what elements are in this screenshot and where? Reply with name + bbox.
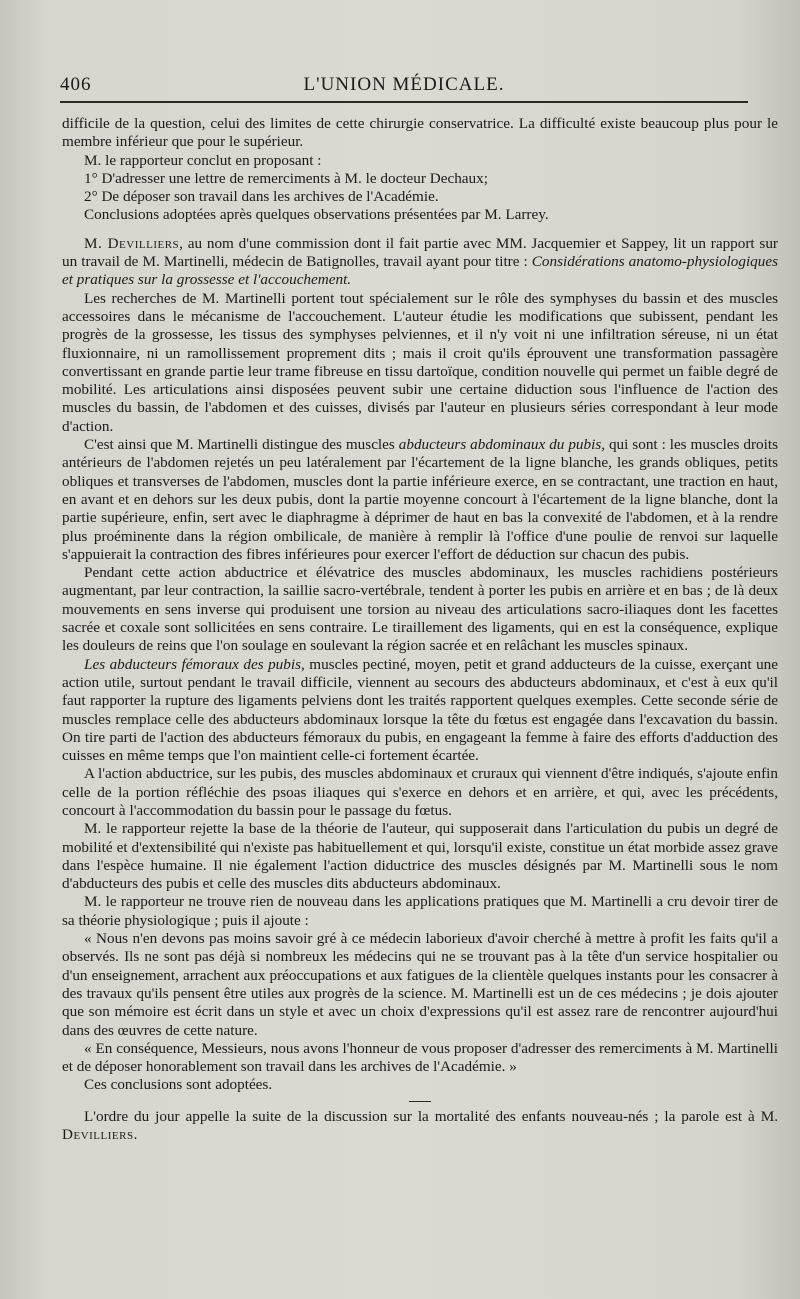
- paragraph-text: muscles pectiné, moyen, petit et grand adducteurs de la cuisse, exerçant une action utile, surtout pendant le travail difficile, viennent au secours des abducteurs abdominaux, et c'est à eux qu'il faut rapporter la rupture des ligaments pelviens dont les traités rapportent quelques exemples. Cette seconde série de muscles remplace celle des abducteurs abdominaux lorsque la tête du fœtus est engagée dans l'excavation du bassin. On tire parti de l'action des abducteurs fémoraux du pubis, en engageant la femme à faire des efforts d'adduction des cuisses en même temps que l'on maintient celle-ci fortement écartée.: [62, 655, 778, 765]
- paragraph-text: L'ordre du jour appelle la suite de la discussion sur la mortalité des enfants nouveau-nés ; la parole est à M.: [84, 1107, 778, 1125]
- work-title: Considérations anatomo-physiologiques et pratiques sur la grossesse et l'accouchement.: [62, 253, 779, 289]
- emphasis: abducteurs abdominaux du pubis,: [398, 436, 606, 454]
- page-number: 406: [60, 74, 92, 95]
- emphasis: Les abducteurs fémoraux des pubis,: [84, 655, 305, 673]
- paragraph: Conclusions adoptées après quelques observations présentées par M. Larrey.: [84, 206, 549, 224]
- article-body: [62, 115, 778, 1144]
- paragraph: [62, 235, 778, 290]
- journal-title: L'UNION MÉDICALE.: [303, 74, 505, 95]
- paragraph: « En conséquence, Messieurs, nous avons l'honneur de vous proposer d'adresser des remerciments à M. Martinelli et de déposer honorablement son travail dans les archives de l'Académie. »: [62, 1039, 778, 1076]
- paragraph: 2° De déposer son travail dans les archives de l'Académie.: [84, 188, 439, 206]
- paragraph: [62, 436, 778, 564]
- header-rule: [60, 101, 748, 103]
- paragraph: M. le rapporteur rejette la base de la théorie de l'auteur, qui supposerait dans l'articulation du pubis un degré de mobilité et d'extensibilité qui n'existe pas habituellement et qui, lorsqu'il existe, constitue un état morbide assez grave dans l'espèce humaine. Il nie également l'action diductrice des muscles désignés par M. Martinelli sous le nom d'abducteurs des pubis et celle des muscles dits abducteurs abdominaux.: [62, 820, 778, 893]
- paragraph: « Nous n'en devons pas moins savoir gré à ce médecin laborieux d'avoir cherché à mettre à profit les faits qu'il a observés. Ils ne sont pas déjà si nombreux les médecins qui ne se trouvant pas à la tête d'un service hospitalier ou d'un enseignement, arrachent aux préoccupations et aux fatigues de la clientèle quelques instants pour les consacrer à des travaux qu'ils pensent être utiles aux progrès de la science. M. Martinelli est un de ces médecins ; je dois ajouter que son mémoire est écrit dans un style et avec un choix d'expressions qu'il est assez rare de rencontrer aujourd'hui dans des œuvres de cette nature.: [62, 930, 778, 1039]
- paragraph: difficile de la question, celui des limites de cette chirurgie conservatrice. La difficulté existe beaucoup plus pour le membre inférieur que pour le supérieur.: [62, 115, 778, 151]
- section-separator: [409, 1101, 431, 1102]
- paragraph-text: qui sont : les muscles droits antérieurs de l'abdomen rejetés un peu latéralement par l'écartement de la ligne blanche, les grands obliques, petits obliques et transverses de l'abdomen, muscles dont la partie inférieure exerce, en se contractant, une traction en haut, en avant et en dehors sur les deux pubis, dont la partie moyenne concourt à l'écartement de la ligne blanche, dont la partie supérieure, enfin, sert avec le diaphragme à déprimer de haut en bas la convexité de l'abdomen, et à la rendre plus proéminente dans la région ombilicale, de manière à remplir là l'office d'une poulie de renvoi sur laquelle s'appuierait la contraction des fibres inférieures pour exercer l'effort de déduction sur chacun des pubis.: [62, 436, 778, 563]
- paragraph: Ces conclusions sont adoptées.: [84, 1076, 273, 1094]
- paragraph: Les recherches de M. Martinelli portent tout spécialement sur le rôle des symphyses du bassin et des muscles accessoires dans le mécanisme de l'accouchement. L'auteur étudie les modifications que subissent, pendant les progrès de la grossesse, les tissus des symphyses pelviennes, et il n'y voit ni une infiltration séreuse, ni un état fluxionnaire, ni un ramollissement proprement dits ; mais il croit qu'ils éprouvent une transformation passagère convertissant en grande partie leur trame fibreuse en tissu dartoïque, condition nouvelle qui permet un faible degré de mobilité. Les articulations ainsi disposées peuvent subir une certaine diduction sous l'influence de l'action des muscles du bassin, de l'abdomen et des cuisses, divisés par l'auteur en plusieurs séries correspondant à leur mode d'action.: [62, 289, 778, 435]
- paragraph: M. le rapporteur conclut en proposant :: [84, 151, 322, 169]
- paragraph: 1° D'adresser une lettre de remerciments à M. le docteur Dechaux;: [84, 169, 488, 187]
- paragraph-text: .: [133, 1126, 138, 1144]
- paragraph-text: , au nom d'une commission dont il fait partie avec MM. Jacquemier et Sappey, lit un rapport sur un travail de M. Martinelli, médecin de Batignolles, travail ayant pour titre :: [62, 234, 778, 271]
- speaker-name: M. Devilliers: [84, 234, 180, 252]
- running-head: [60, 74, 748, 100]
- paragraph: [62, 1108, 778, 1145]
- paragraph: [62, 656, 778, 766]
- paragraph-text: C'est ainsi que M. Martinelli distingue des muscles: [84, 436, 399, 454]
- speaker-name: Devilliers: [62, 1126, 134, 1144]
- paragraph: Pendant cette action abductrice et élévatrice des muscles abdominaux, les muscles rachidiens postérieurs augmentant, par leur contraction, la saillie sacro-vertébrale, tendent à porter les pubis en arrière et en bas ; de là deux mouvements en sens inverse qui produisent une torsion au niveau des articulations sacro-iliaques dont les facettes sacrée et coxale sont sollicitées en sens contraire. Le tiraillement des ligaments, qui en est la conséquence, explique les douleurs de reins que l'on soulage en soulevant la région sacrée et en relâchant les muscles spinaux.: [62, 564, 778, 655]
- paragraph: M. le rapporteur ne trouve rien de nouveau dans les applications pratiques que M. Martinelli a cru devoir tirer de sa théorie physiologique ; puis il ajoute :: [62, 893, 778, 929]
- paragraph: A l'action abductrice, sur les pubis, des muscles abdominaux et cruraux qui viennent d'être indiqués, s'ajoute enfin celle de la portion réfléchie des psoas iliaques qui s'exerce en dehors et en arrière, et qui, avec les précédents, concourt à l'accommodation du bassin pour le passage du fœtus.: [62, 765, 778, 819]
